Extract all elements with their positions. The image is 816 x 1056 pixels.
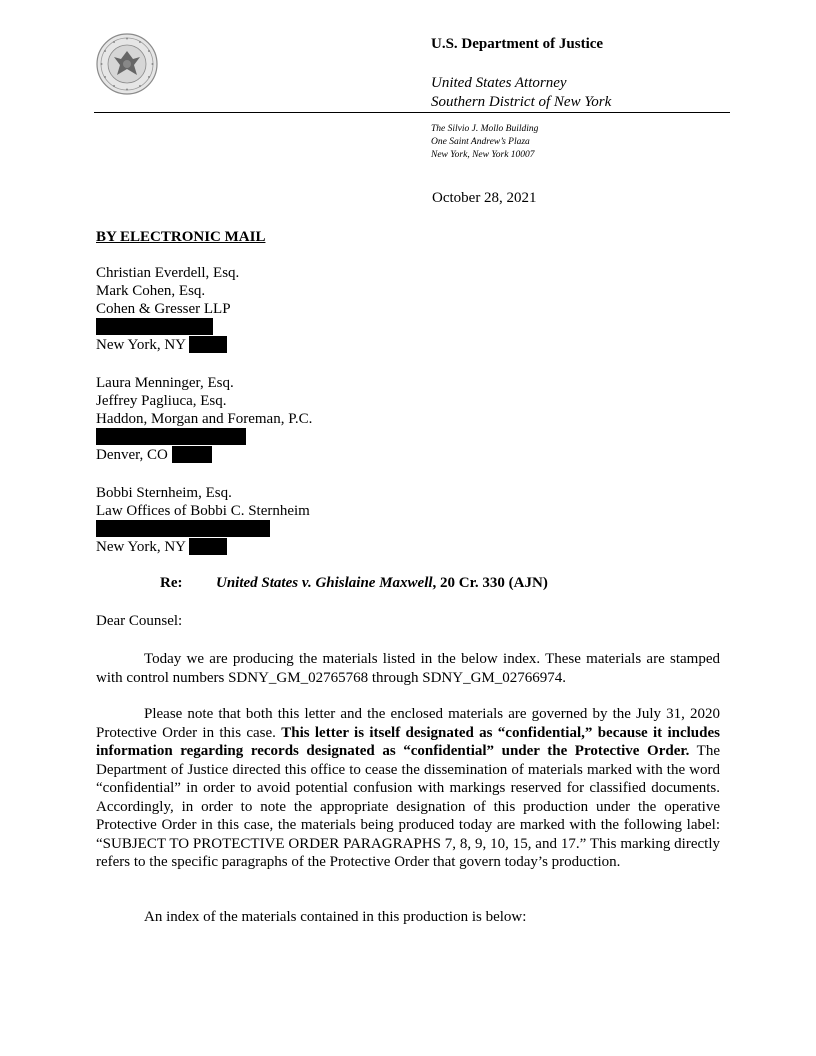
recipient-block-1 — [96, 264, 239, 354]
office-name — [431, 74, 611, 112]
recipient-line: Laura Menninger, Esq. — [96, 375, 234, 391]
paragraph-1: Today we are producing the materials listed in the below index. These materials are stamped with control numbers SDNY_GM_02765768 through SDNY_GM_02766974. — [96, 651, 720, 686]
recipient-line: Haddon, Morgan and Foreman, P.C. — [96, 411, 313, 427]
recipient-block-3 — [96, 484, 310, 556]
address-line-3: New York, New York 10007 — [431, 150, 535, 160]
recipient-line: Bobbi Sternheim, Esq. — [96, 485, 232, 501]
redaction-bar — [96, 520, 270, 537]
re-line — [160, 575, 548, 592]
redaction-bar — [172, 446, 212, 463]
case-name: United States v. Ghislaine Maxwell — [216, 575, 433, 591]
recipient-line: Law Offices of Bobbi C. Sternheim — [96, 503, 310, 519]
office-address — [431, 123, 538, 162]
header-rule — [94, 112, 730, 113]
address-line-2: One Saint Andrew’s Plaza — [431, 137, 530, 147]
paragraph-2 — [96, 705, 720, 872]
redaction-bar — [189, 538, 227, 555]
redaction-bar — [96, 318, 213, 335]
redaction-bar — [189, 336, 227, 353]
doj-seal-icon — [96, 33, 158, 95]
paragraph-2-part-a: Please note that both this letter and the enclosed materials are governed by the July 31, 2020 Protective Order in this case. — [96, 706, 720, 741]
recipient-city: New York, NY — [96, 539, 186, 555]
recipient-line: Cohen & Gresser LLP — [96, 301, 231, 317]
recipient-line: Christian Everdell, Esq. — [96, 265, 240, 281]
recipient-block-2 — [96, 374, 312, 464]
case-citation: , 20 Cr. 330 (AJN) — [432, 575, 548, 591]
office-line-2: Southern District of New York — [431, 94, 612, 110]
recipient-city: Denver, CO — [96, 447, 168, 463]
re-label: Re: — [160, 575, 183, 591]
redaction-bar — [96, 428, 246, 445]
recipient-line: Jeffrey Pagliuca, Esq. — [96, 393, 227, 409]
letter-date: October 28, 2021 — [432, 190, 537, 206]
paragraph-2-confidential-notice: This letter is itself designated as “confidential,” because it includes information regarding records designated as “confidential” under the Protective Order. — [96, 724, 720, 759]
salutation: Dear Counsel: — [96, 613, 183, 629]
address-line-1: The Silvio J. Mollo Building — [431, 124, 539, 134]
department-name: U.S. Department of Justice — [431, 36, 604, 52]
recipient-city: New York, NY — [96, 337, 186, 353]
paragraph-2-part-c: The Department of Justice directed this office to cease the dissemination of materials marked with the word “confidential” in order to avoid potential confusion with markings reserved for classified documents. Accordingly, in order to note the appropriate designation of this production under the operative Protective Order in this case, the materials being produced today are marked with the following label: “SUBJECT TO PROTECTIVE ORDER PARAGRAPHS 7, 8, 9, 10, 15, and 17.” This marking directly refers to the specific paragraphs of the Protective Order that govern today’s production. — [96, 743, 720, 870]
office-line-1: United States Attorney — [431, 75, 567, 91]
recipient-line: Mark Cohen, Esq. — [96, 283, 206, 299]
delivery-method: BY ELECTRONIC MAIL — [96, 229, 266, 245]
paragraph-3: An index of the materials contained in this production is below: — [144, 909, 527, 925]
